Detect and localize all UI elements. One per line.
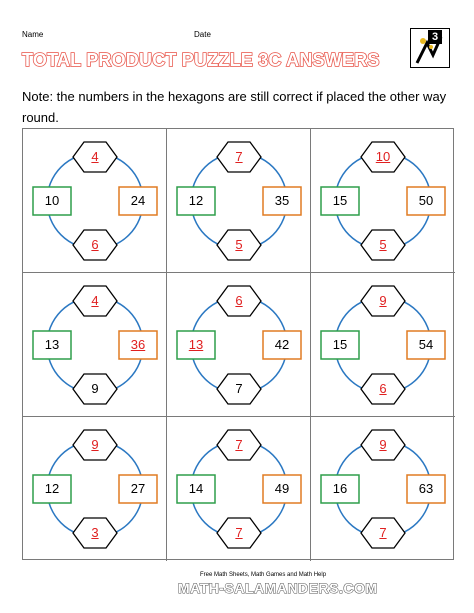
right-box-value: 63 <box>418 481 434 496</box>
bottom-hexagon-value: 3 <box>91 525 99 540</box>
bottom-hexagon-value: 5 <box>235 237 243 252</box>
footer-brand[interactable]: MATH-SALAMANDERS.COM <box>178 580 378 596</box>
top-hexagon-value: 9 <box>91 437 99 452</box>
top-hexagon-value: 6 <box>235 293 243 308</box>
puzzle-cell <box>23 417 167 561</box>
puzzle-cell <box>311 417 455 561</box>
grade-badge: 3 <box>428 30 442 44</box>
footer-tagline: Free Math Sheets, Math Games and Math Help <box>200 572 327 578</box>
bottom-hexagon-value: 5 <box>379 237 387 252</box>
puzzle-cell <box>167 273 311 417</box>
right-box-value: 42 <box>274 337 290 352</box>
left-box-value: 16 <box>332 481 348 496</box>
puzzle-grid <box>22 128 454 560</box>
top-hexagon-value: 7 <box>235 437 243 452</box>
page-title: TOTAL PRODUCT PUZZLE 3C ANSWERS <box>22 50 380 70</box>
right-box-value: 54 <box>418 337 434 352</box>
top-hexagon-value: 9 <box>379 293 387 308</box>
top-hexagon-value: 4 <box>91 149 99 164</box>
top-hexagon-value: 9 <box>379 437 387 452</box>
bottom-hexagon-value: 6 <box>91 237 99 252</box>
puzzle-cell <box>23 273 167 417</box>
left-box-value: 15 <box>332 337 348 352</box>
bottom-hexagon-value: 6 <box>379 381 387 396</box>
left-box-value: 15 <box>332 193 348 208</box>
left-box-value: 13 <box>44 337 60 352</box>
name-label: Name <box>22 30 44 39</box>
right-box-value: 36 <box>130 337 146 352</box>
left-box-value: 13 <box>188 337 204 352</box>
top-hexagon-value: 7 <box>235 149 243 164</box>
right-box-value: 50 <box>418 193 434 208</box>
left-box-value: 14 <box>188 481 204 496</box>
left-box-value: 12 <box>44 481 60 496</box>
puzzle-cell <box>311 273 455 417</box>
bottom-hexagon-value: 7 <box>235 381 243 396</box>
bottom-hexagon-value: 9 <box>91 381 99 396</box>
bottom-hexagon-value: 7 <box>379 525 387 540</box>
right-box-value: 24 <box>130 193 146 208</box>
puzzle-cell <box>167 129 311 273</box>
bottom-hexagon-value: 7 <box>235 525 243 540</box>
puzzle-cell <box>167 417 311 561</box>
left-box-value: 10 <box>44 193 60 208</box>
left-box-value: 12 <box>188 193 204 208</box>
top-hexagon-value: 4 <box>91 293 99 308</box>
right-box-value: 35 <box>274 193 290 208</box>
date-label: Date <box>194 30 211 39</box>
right-box-value: 27 <box>130 481 146 496</box>
puzzle-cell <box>311 129 455 273</box>
right-box-value: 49 <box>274 481 290 496</box>
note-text: Note: the numbers in the hexagons are still correct if placed the other way round. <box>22 89 447 125</box>
top-hexagon-value: 10 <box>375 149 391 164</box>
puzzle-cell <box>23 129 167 273</box>
